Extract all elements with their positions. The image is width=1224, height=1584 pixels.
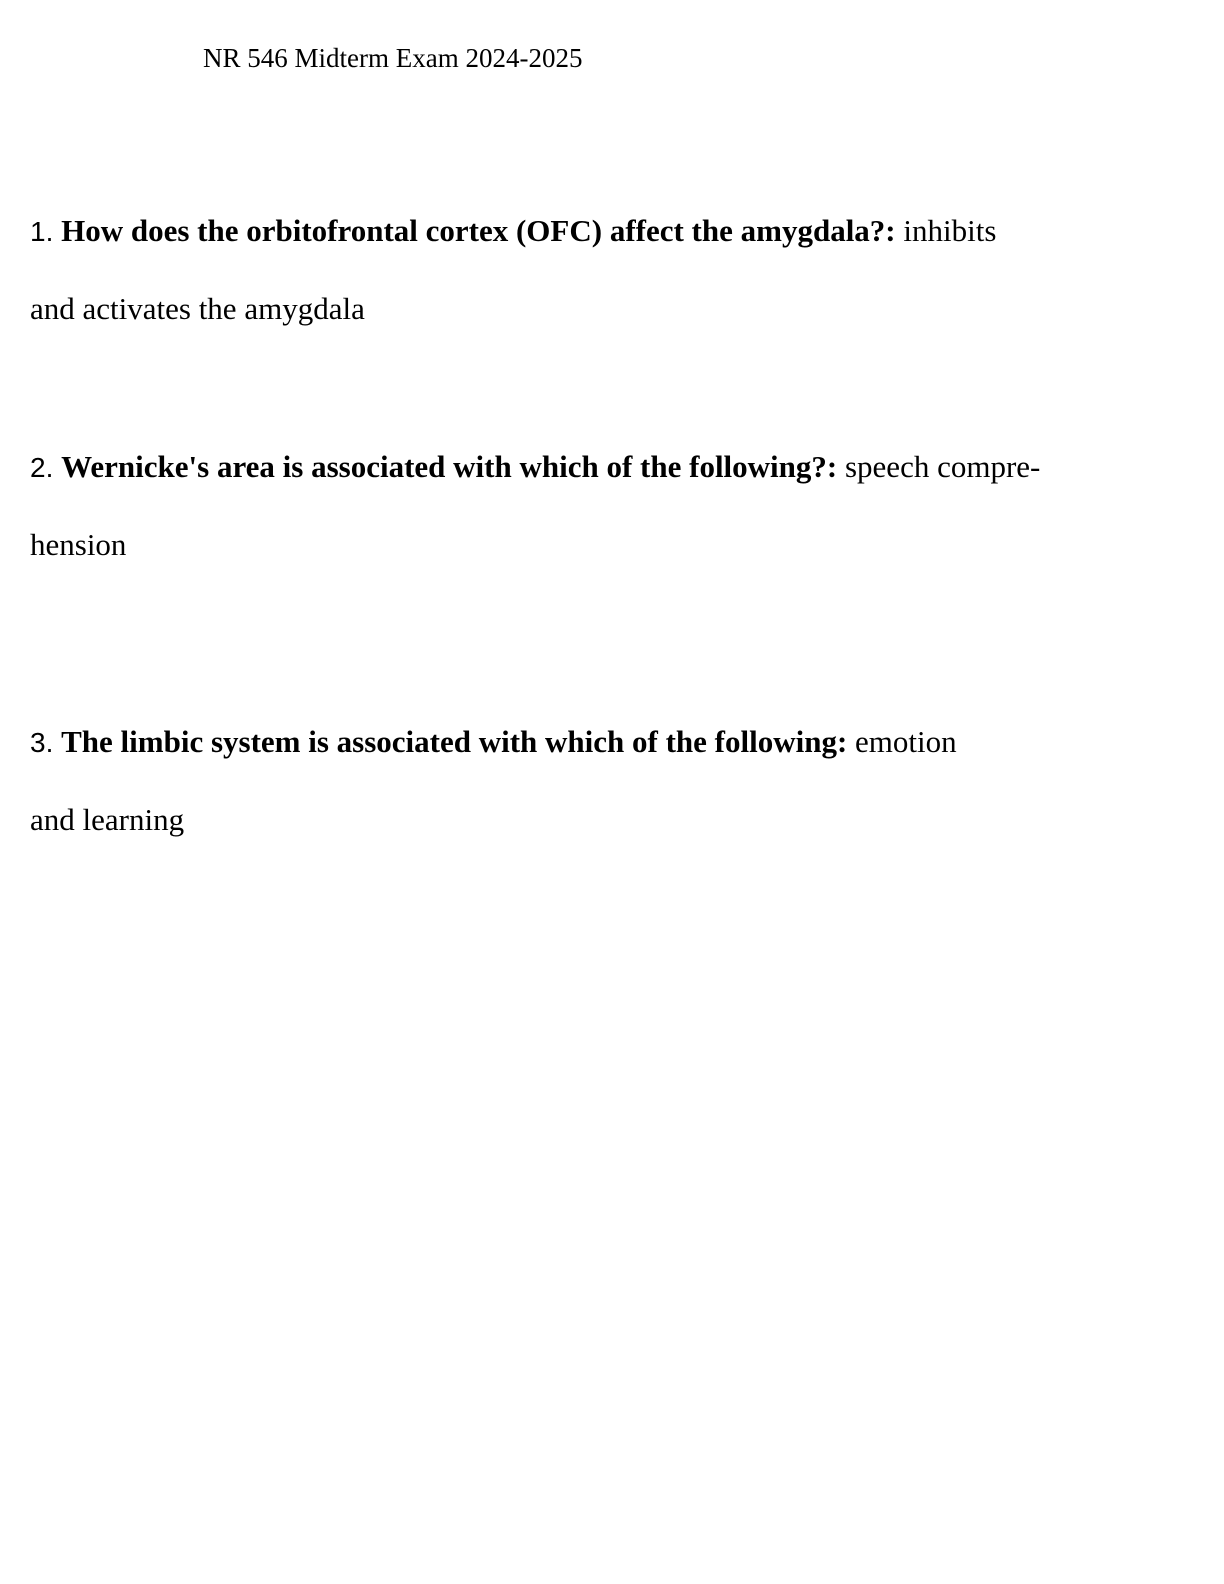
question-2-answer-part-2: hension: [30, 527, 127, 562]
question-1-text: How does the orbitofrontal cortex (OFC) affect the amygdala?:: [61, 213, 896, 248]
question-2-line-2: [30, 525, 126, 565]
question-1-number: 1.: [30, 216, 54, 247]
question-2-number: 2.: [30, 452, 54, 483]
question-3-line-2: [30, 800, 184, 840]
question-3-text: The limbic system is associated with which of the following:: [61, 724, 848, 759]
question-3-number: 3.: [30, 727, 54, 758]
question-2-answer-part-1: speech compre-: [844, 449, 1041, 484]
question-1-line-1: [30, 211, 996, 252]
question-2-line-1: [30, 447, 1040, 488]
page-title: NR 546 Midterm Exam 2024-2025: [203, 43, 583, 73]
question-1-answer-part-1: inhibits: [903, 213, 997, 248]
question-3-answer-part-2: and learning: [30, 802, 185, 837]
question-3-answer-part-1: emotion: [855, 724, 957, 759]
question-3-line-1: [30, 722, 957, 763]
question-1-answer-part-2: and activates the amygdala: [30, 291, 365, 326]
question-1-line-2: [30, 289, 365, 329]
question-2-text: Wernicke's area is associated with which of the following?:: [61, 449, 838, 484]
